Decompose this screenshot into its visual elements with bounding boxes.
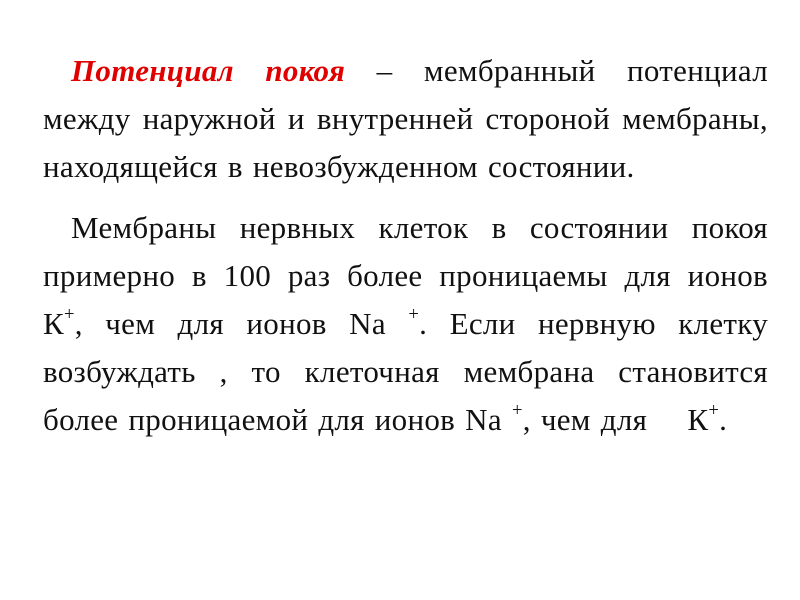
permeability-text-4: , чем для К [522,402,709,437]
permeability-text-1: Мембраны нервных клеток в состоянии покоя примерно в 100 раз более проницаемы для ионов К [43,210,768,341]
ion-charge-1: + [63,303,75,325]
term-resting-potential: Потенциал покоя [71,53,346,88]
permeability-text-2: , чем для ионов Na [74,306,409,341]
ion-charge-2: + [408,303,420,325]
permeability-text-5: . [719,402,728,437]
permeability-paragraph [43,204,768,444]
permeability-text-3: . Если нервную клетку возбуждать , то клеточная мембрана становится более проницаемой для ионов Na [43,306,768,437]
ion-charge-3: + [511,399,523,421]
ion-charge-4: + [708,399,720,421]
definition-paragraph [43,47,768,191]
definition-text: – мембранный потенциал между наружной и внутренней стороной мембраны, находящейся в невозбужденном состоянии. [43,53,768,184]
